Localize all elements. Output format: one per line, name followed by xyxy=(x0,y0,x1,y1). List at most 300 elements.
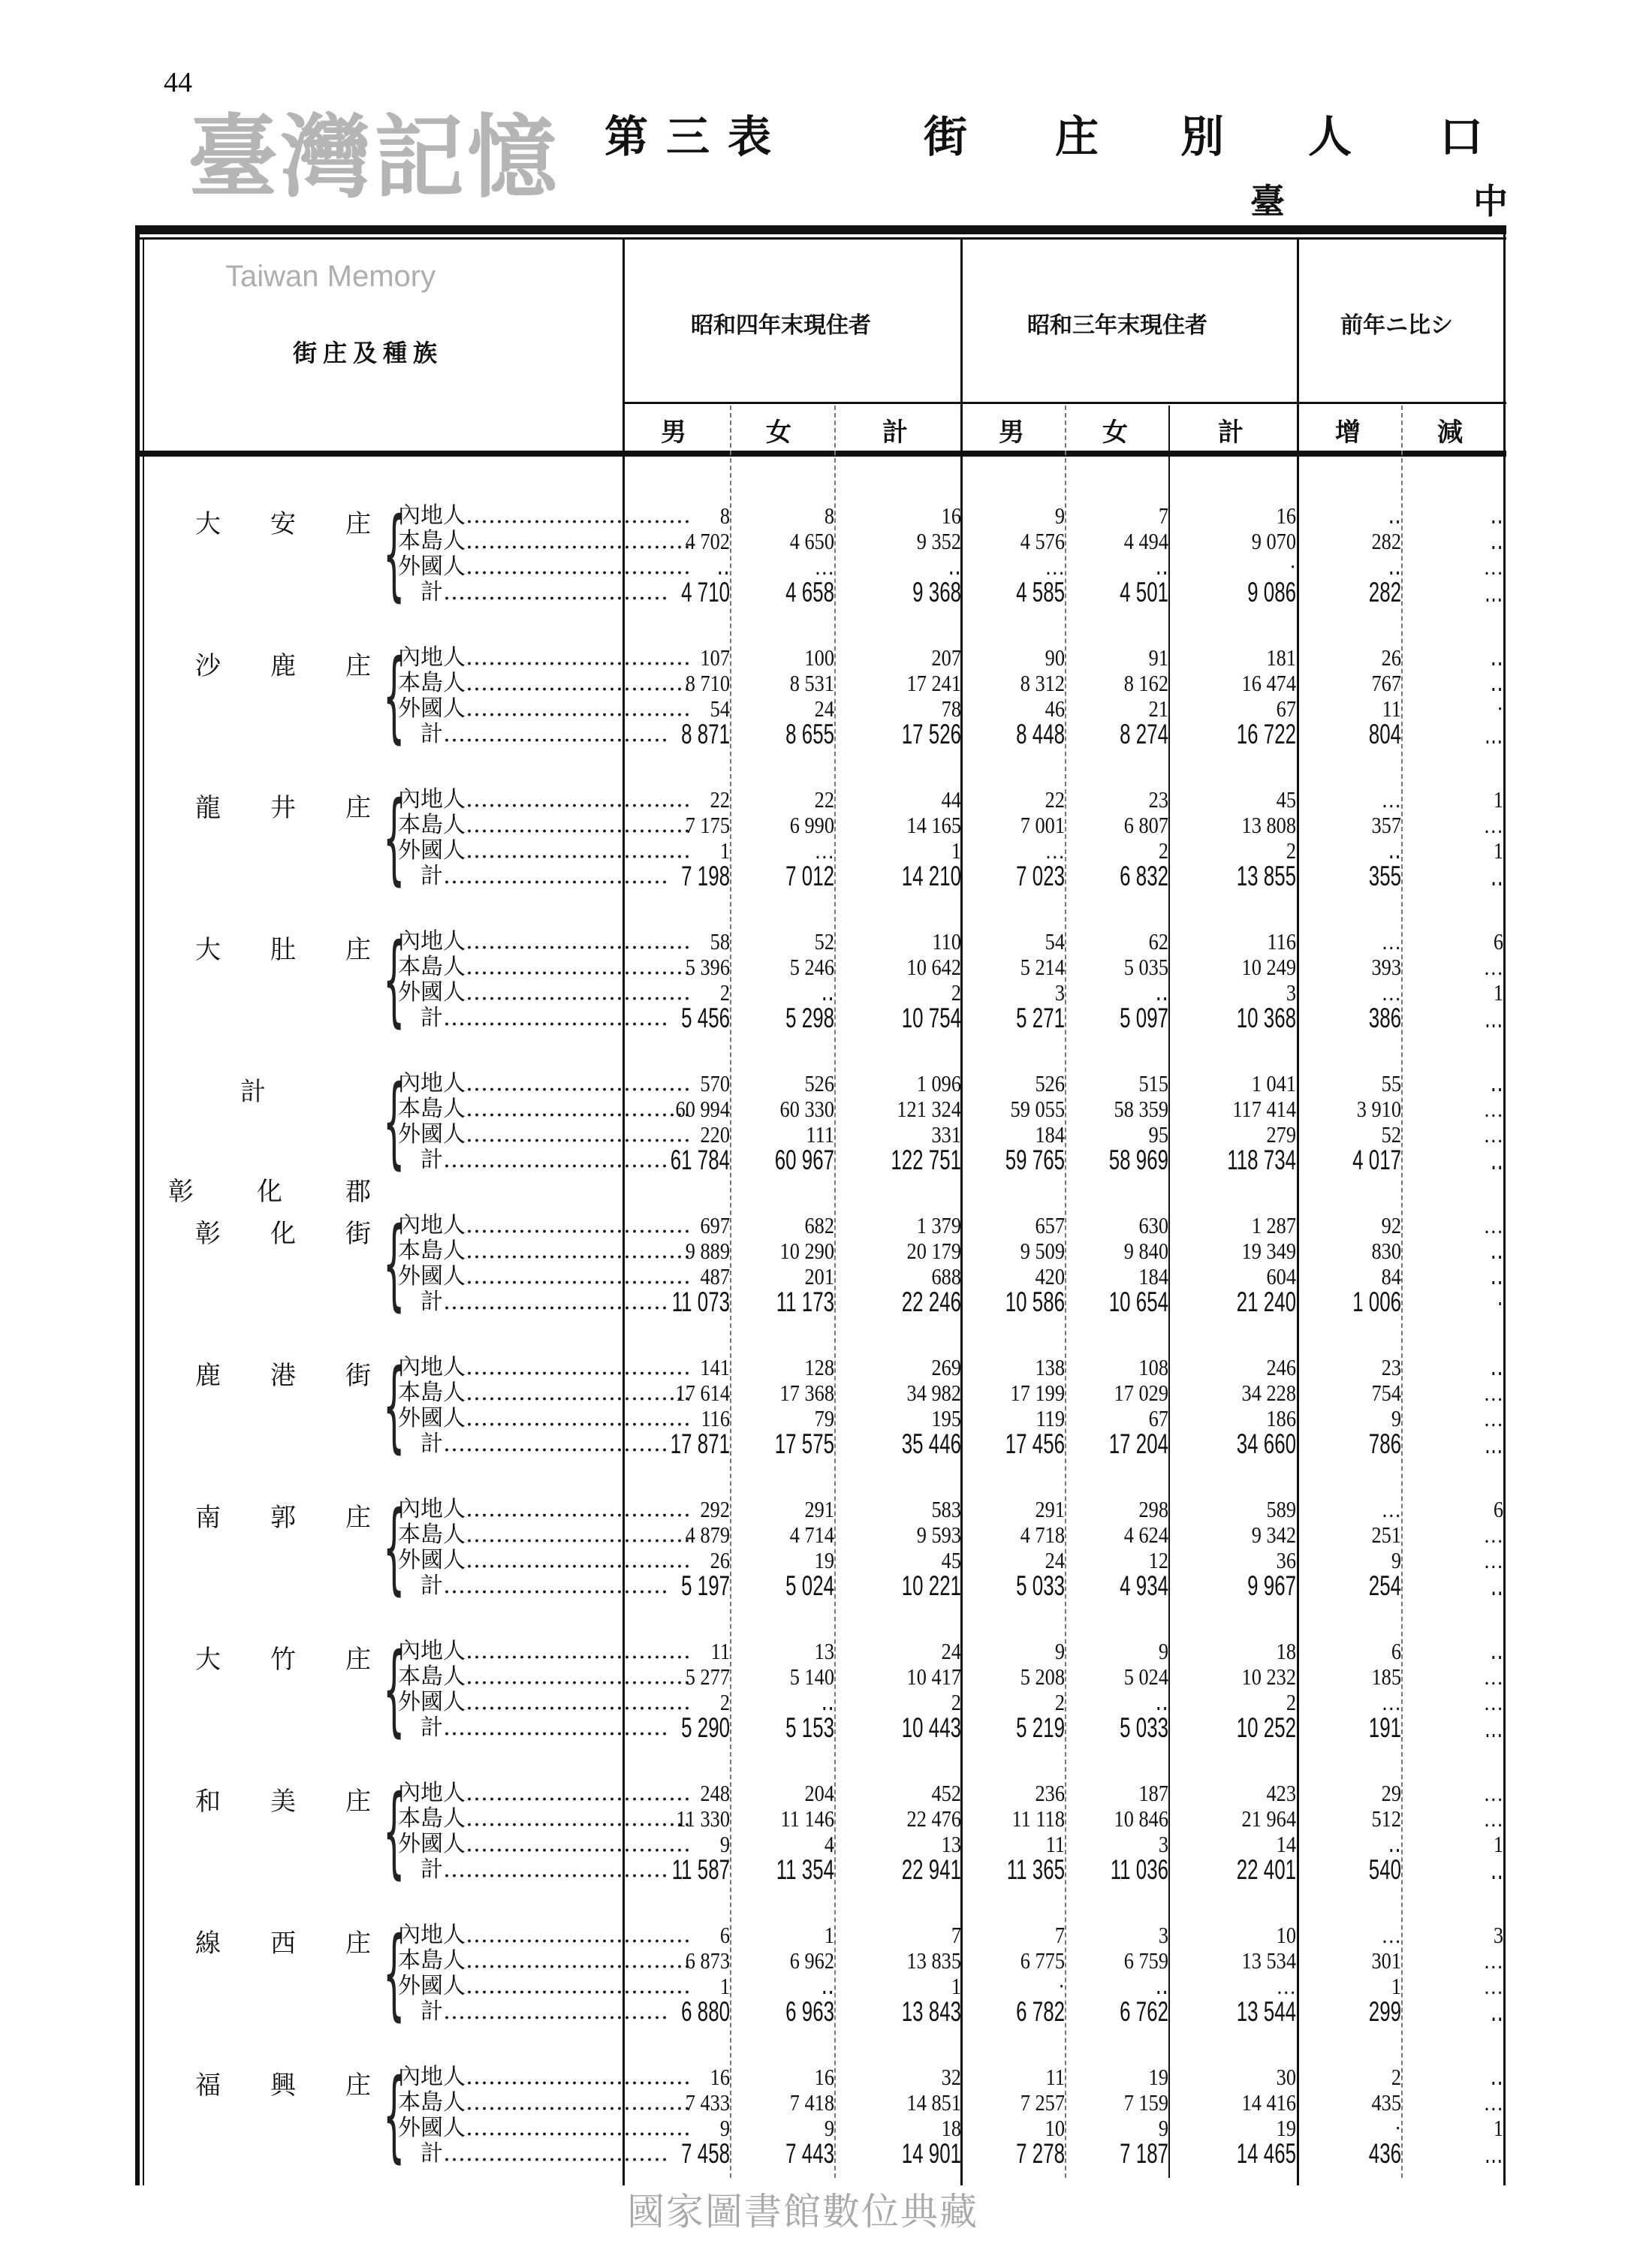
cell-value: 3 xyxy=(1493,1922,1503,1948)
cell-value: 13 xyxy=(814,1638,834,1664)
cell-value: 6 xyxy=(1391,1638,1401,1664)
cell-value: 17 526 xyxy=(901,719,961,749)
row-label: 計………………………… xyxy=(398,1856,668,1883)
cell-value: 14 465 xyxy=(1236,2138,1296,2169)
cell-value: 11 073 xyxy=(671,1286,730,1317)
row-label: 本島人………………………… xyxy=(398,954,691,980)
cell-value: 386 xyxy=(1368,1003,1401,1033)
cell-value: 6 990 xyxy=(789,812,834,838)
cell-value: 1 xyxy=(1493,786,1503,813)
cell-value: … xyxy=(1483,1121,1503,1148)
cell-value: 6 xyxy=(719,1922,730,1948)
cell-value: 4 702 xyxy=(685,528,730,554)
row-label: 內地人………………………… xyxy=(398,786,691,813)
row-label: 外國人………………………… xyxy=(398,1547,691,1573)
table-row xyxy=(135,838,1503,864)
table-row xyxy=(135,2090,1503,2116)
row-label: 外國人………………………… xyxy=(398,837,691,864)
cell-value: … xyxy=(1381,1922,1401,1948)
cell-value: 16 474 xyxy=(1241,670,1296,696)
cell-value: ‥ xyxy=(1490,528,1503,554)
row-label: 計………………………… xyxy=(398,863,668,889)
cell-value: 18 xyxy=(1276,1638,1296,1664)
cell-value: 2 xyxy=(719,1689,730,1715)
cell-value: 5 140 xyxy=(789,1663,834,1690)
cell-value: … xyxy=(1483,1405,1503,1431)
row-label: 內地人………………………… xyxy=(398,1212,691,1238)
cell-value: 246 xyxy=(1266,1354,1296,1380)
cell-value: 21 xyxy=(1148,695,1168,722)
cell-value: 2 xyxy=(1158,837,1168,864)
cell-value: … xyxy=(1483,2089,1503,2116)
cell-value: ‥ xyxy=(1490,2064,1503,2090)
cell-value: ‥ xyxy=(1155,1689,1168,1715)
cell-value: 2 xyxy=(951,979,961,1006)
district-name: 和美庄 xyxy=(195,1787,421,1817)
cell-value: 3 xyxy=(1054,979,1065,1006)
cell-value: 32 xyxy=(941,2064,961,2090)
cell-value: 7 xyxy=(951,1922,961,1948)
cell-value: 292 xyxy=(700,1496,730,1522)
cell-value: ‥ xyxy=(1155,979,1168,1006)
cell-value: 767 xyxy=(1371,670,1401,696)
cell-value: 604 xyxy=(1266,1263,1296,1289)
cell-value: 14 416 xyxy=(1241,2089,1296,2116)
cell-value: 90 xyxy=(1045,644,1065,671)
cell-value: 67 xyxy=(1276,695,1296,722)
cell-value: 138 xyxy=(1035,1354,1065,1380)
cell-value: 4 501 xyxy=(1120,577,1168,608)
cell-value: 11 354 xyxy=(776,1854,834,1885)
cell-value: 6 880 xyxy=(681,1996,730,2027)
cell-value: 583 xyxy=(931,1496,961,1522)
cell-value: … xyxy=(1483,1973,1503,1999)
cell-value: 11 173 xyxy=(776,1286,834,1317)
cell-value: 3 910 xyxy=(1356,1096,1401,1122)
cell-value: 24 xyxy=(814,695,834,722)
row-label: 外國人………………………… xyxy=(398,695,691,722)
col-female: 女 xyxy=(1102,418,1128,448)
cell-value: 7 278 xyxy=(1016,2138,1065,2169)
cell-value: ‥ xyxy=(716,553,730,580)
cell-value: … xyxy=(1381,786,1401,813)
table-row xyxy=(135,1380,1503,1406)
cell-value: 5 197 xyxy=(681,1570,730,1601)
district-block xyxy=(135,1024,1503,1180)
cell-value: 9 509 xyxy=(1020,1238,1065,1264)
row-label: 計………………………… xyxy=(398,579,668,605)
cell-value: 22 476 xyxy=(906,1805,961,1832)
cell-value: 9 593 xyxy=(916,1522,961,1548)
cell-value: 186 xyxy=(1266,1405,1296,1431)
cell-value: 52 xyxy=(1381,1121,1401,1148)
cell-value: 4 624 xyxy=(1123,1522,1168,1548)
cell-value: 207 xyxy=(931,644,961,671)
cell-value: 54 xyxy=(710,695,730,722)
row-label: 外國人………………………… xyxy=(398,1405,691,1431)
table-row xyxy=(135,529,1503,554)
cell-value: ‥ xyxy=(1388,1831,1401,1857)
cell-value: … xyxy=(1483,1547,1503,1573)
col-decrease: 減 xyxy=(1437,418,1463,448)
cell-value: 1 041 xyxy=(1251,1070,1296,1096)
cell-value: 60 994 xyxy=(675,1096,730,1122)
district-name: 沙鹿庄 xyxy=(195,651,421,681)
cell-value: 5 033 xyxy=(1120,1712,1168,1743)
district-block xyxy=(135,599,1503,754)
cell-value: 12 xyxy=(1148,1547,1168,1573)
cell-value: 8 162 xyxy=(1123,670,1168,696)
cell-value: 7 443 xyxy=(785,2138,834,2169)
cell-value: 1 xyxy=(824,1922,834,1948)
district-name: 線西庄 xyxy=(195,1929,421,1959)
cell-value: 13 xyxy=(941,1831,961,1857)
district-block xyxy=(135,1308,1503,1464)
cell-value: 357 xyxy=(1371,812,1401,838)
cell-value: 1 379 xyxy=(916,1212,961,1238)
cell-value: 1 xyxy=(951,837,961,864)
table-row xyxy=(135,980,1503,1006)
cell-value: … xyxy=(1483,1689,1503,1715)
cell-value: 5 290 xyxy=(681,1712,730,1743)
cell-value: 2 xyxy=(1054,1689,1065,1715)
cell-value: 9 368 xyxy=(912,577,961,608)
district-block xyxy=(135,1592,1503,1748)
row-label: 計………………………… xyxy=(398,1573,668,1599)
row-label: 內地人………………………… xyxy=(398,2064,691,2090)
row-label: 外國人………………………… xyxy=(398,1121,691,1148)
cell-value: 11 xyxy=(1045,1831,1065,1857)
table-row xyxy=(135,787,1503,813)
cell-value: 1 xyxy=(1493,837,1503,864)
district-block xyxy=(135,457,1503,612)
cell-value: 19 xyxy=(1276,2115,1296,2141)
cell-value: 10 221 xyxy=(901,1570,961,1601)
cell-value: 54 xyxy=(1045,928,1065,955)
table-body xyxy=(135,457,1503,2173)
table-row xyxy=(135,1522,1503,1548)
cell-value: 118 734 xyxy=(1227,1145,1296,1175)
brace-icon: { xyxy=(383,1064,405,1180)
cell-value: · xyxy=(1394,2115,1401,2141)
table-row xyxy=(135,1122,1503,1148)
cell-value: 4 650 xyxy=(789,528,834,554)
row-label: 外國人………………………… xyxy=(398,2115,691,2141)
cell-value: 10 443 xyxy=(901,1712,961,1743)
cell-value: 21 240 xyxy=(1236,1286,1296,1317)
cell-value: 17 029 xyxy=(1114,1380,1168,1406)
cell-value: 786 xyxy=(1368,1428,1401,1459)
table-row xyxy=(135,1096,1503,1122)
cell-value: 4 718 xyxy=(1020,1522,1065,1548)
table-row xyxy=(135,1548,1503,1573)
cell-value: 22 941 xyxy=(901,1854,961,1885)
cell-value: 13 843 xyxy=(901,1996,961,2027)
cell-value: 24 xyxy=(941,1638,961,1664)
cell-value: 7 001 xyxy=(1020,812,1065,838)
table-row xyxy=(135,1948,1503,1974)
cell-value: 187 xyxy=(1138,1780,1168,1806)
cell-value: 9 xyxy=(1158,1638,1168,1664)
row-label: 外國人………………………… xyxy=(398,979,691,1006)
cell-value: … xyxy=(1483,1096,1503,1122)
cell-value: 6 762 xyxy=(1120,1996,1168,2027)
cell-value: ‥ xyxy=(1490,1145,1503,1175)
cell-value: 21 964 xyxy=(1241,1805,1296,1832)
cell-value: 540 xyxy=(1368,1854,1401,1885)
cell-value: 13 544 xyxy=(1236,1996,1296,2027)
cell-value: 46 xyxy=(1045,695,1065,722)
table-row xyxy=(135,2116,1503,2141)
table-row xyxy=(135,1974,1503,1999)
col-total: 計 xyxy=(882,418,908,448)
cell-value: 95 xyxy=(1148,1121,1168,1148)
cell-value: 9 342 xyxy=(1251,1522,1296,1548)
table-row xyxy=(135,1238,1503,1264)
row-label: 本島人………………………… xyxy=(398,670,691,696)
cell-value: 55 xyxy=(1381,1070,1401,1096)
district-name: 大竹庄 xyxy=(195,1645,421,1675)
row-label: 外國人………………………… xyxy=(398,1831,691,1857)
cell-value: 20 179 xyxy=(906,1238,961,1264)
row-label: 內地人………………………… xyxy=(398,502,691,529)
cell-value: · xyxy=(1497,695,1503,722)
col-increase: 增 xyxy=(1335,418,1361,448)
cell-value: 14 210 xyxy=(901,861,961,891)
cell-value: 119 xyxy=(1036,1405,1065,1431)
title-char: 口 xyxy=(1439,111,1484,162)
cell-value: 570 xyxy=(700,1070,730,1096)
cell-value: 10 xyxy=(1276,1922,1296,1948)
cell-value: · xyxy=(1289,553,1296,580)
table-row xyxy=(135,503,1503,529)
table-row xyxy=(135,1497,1503,1522)
cell-value: … xyxy=(1483,1522,1503,1548)
cell-value: 18 xyxy=(941,2115,961,2141)
cell-value: 515 xyxy=(1138,1070,1168,1096)
cell-value: 393 xyxy=(1371,954,1401,980)
cell-value: 13 808 xyxy=(1241,812,1296,838)
district-name: 鹿港街 xyxy=(195,1361,421,1391)
cell-value: 512 xyxy=(1371,1805,1401,1832)
cell-value: ‥ xyxy=(948,553,961,580)
cell-value: 35 446 xyxy=(901,1428,961,1459)
cell-value: 91 xyxy=(1148,644,1168,671)
cell-value: 5 024 xyxy=(1123,1663,1168,1690)
cell-value: 6 xyxy=(1493,1496,1503,1522)
cell-value: 116 xyxy=(701,1405,730,1431)
cell-value: 6 782 xyxy=(1016,1996,1065,2027)
brace-icon: { xyxy=(383,1206,405,1322)
cell-value: 9 xyxy=(1054,502,1065,529)
row-label: 內地人………………………… xyxy=(398,928,691,955)
cell-value: 8 xyxy=(824,502,834,529)
cell-value: 13 534 xyxy=(1241,1947,1296,1974)
cell-value: 5 456 xyxy=(681,1003,730,1033)
cell-value: 10 586 xyxy=(1005,1286,1065,1317)
cell-value: 8 312 xyxy=(1020,670,1065,696)
cell-value: 19 xyxy=(1148,2064,1168,2090)
group-header-1929: 昭和四年末現住者 xyxy=(691,312,871,339)
row-label: 計………………………… xyxy=(398,1431,668,1457)
cell-value: 5 033 xyxy=(1016,1570,1065,1601)
cell-value: 16 xyxy=(941,502,961,529)
cell-value: 4 879 xyxy=(685,1522,730,1548)
row-label: 本島人………………………… xyxy=(398,1805,691,1832)
cell-value: … xyxy=(1484,1003,1503,1033)
cell-value: 10 368 xyxy=(1236,1003,1296,1033)
cell-value: 17 204 xyxy=(1108,1428,1168,1459)
cell-value: 5 219 xyxy=(1016,1712,1065,1743)
cell-value: 1 287 xyxy=(1251,1212,1296,1238)
cell-value: … xyxy=(1381,928,1401,955)
cell-value: 9 xyxy=(1391,1405,1401,1431)
cell-value: ‥ xyxy=(821,979,834,1006)
row-label: 本島人………………………… xyxy=(398,1522,691,1548)
cell-value: 204 xyxy=(804,1780,834,1806)
cell-value: 2 xyxy=(719,979,730,1006)
cell-value: 331 xyxy=(931,1121,961,1148)
cell-value: ‥ xyxy=(1388,502,1401,529)
table-row xyxy=(135,1071,1503,1096)
cell-value: 11 036 xyxy=(1110,1854,1168,1885)
district-block xyxy=(135,882,1503,1038)
cell-value: 9 889 xyxy=(685,1238,730,1264)
cell-value: 10 417 xyxy=(906,1663,961,1690)
cell-value: 9 967 xyxy=(1247,1570,1296,1601)
cell-value: 9 840 xyxy=(1123,1238,1168,1264)
region-char: 臺 xyxy=(1250,181,1285,222)
cell-value: 44 xyxy=(941,786,961,813)
cell-value: ‥ xyxy=(1155,553,1168,580)
cell-value: 22 xyxy=(814,786,834,813)
cell-value: 7 159 xyxy=(1123,2089,1168,2116)
region-char: 中 xyxy=(1473,181,1508,222)
title-char: 別 xyxy=(1180,111,1225,162)
cell-value: 6 807 xyxy=(1123,812,1168,838)
cell-value: 7 023 xyxy=(1016,861,1065,891)
cell-value: 4 xyxy=(824,1831,834,1857)
cell-value: 5 208 xyxy=(1020,1663,1065,1690)
cell-value: 141 xyxy=(700,1354,730,1380)
cell-value: 11 xyxy=(710,1638,730,1664)
cell-value: 19 349 xyxy=(1241,1238,1296,1264)
cell-value: 3 xyxy=(1158,1831,1168,1857)
cell-value: 128 xyxy=(804,1354,834,1380)
row-label: 本島人………………………… xyxy=(398,1380,691,1406)
cell-value: 7 175 xyxy=(685,812,730,838)
cell-value: 804 xyxy=(1368,719,1401,749)
cell-value: 526 xyxy=(804,1070,834,1096)
cell-value: 7 xyxy=(1054,1922,1065,1948)
cell-value: 6 873 xyxy=(685,1947,730,1974)
cell-value: 5 214 xyxy=(1020,954,1065,980)
district-name: 福興庄 xyxy=(195,2071,421,2101)
cell-value: 59 765 xyxy=(1005,1145,1065,1175)
cell-value: 24 xyxy=(1045,1547,1065,1573)
cell-value: 11 330 xyxy=(676,1805,730,1832)
table-row xyxy=(135,2138,1503,2169)
row-label: 本島人………………………… xyxy=(398,1096,691,1122)
cell-value: ‥ xyxy=(1490,1070,1503,1096)
brace-icon: { xyxy=(383,1490,405,1606)
row-label: 外國人………………………… xyxy=(398,1689,691,1715)
watermark: 臺灣記憶 xyxy=(188,104,560,210)
cell-value: 254 xyxy=(1368,1570,1401,1601)
cell-value: 355 xyxy=(1368,861,1401,891)
cell-value: 14 901 xyxy=(901,2138,961,2169)
district-name: 大肚庄 xyxy=(195,935,421,965)
cell-value: 526 xyxy=(1035,1070,1065,1096)
brace-icon: { xyxy=(383,496,405,612)
brace-icon: { xyxy=(383,2058,405,2173)
table-row xyxy=(135,1639,1503,1664)
cell-value: 11 365 xyxy=(1006,1854,1065,1885)
cell-value: 1 xyxy=(1493,2115,1503,2141)
row-label: 外國人………………………… xyxy=(398,553,691,580)
cell-value: … xyxy=(814,837,834,864)
page-number: 44 xyxy=(164,67,192,98)
table-row xyxy=(135,645,1503,671)
cell-value: 6 759 xyxy=(1123,1947,1168,1974)
cell-value: 26 xyxy=(1381,644,1401,671)
cell-value: 8 274 xyxy=(1120,719,1168,749)
district-block xyxy=(135,2018,1503,2173)
cell-value: ‥ xyxy=(1490,1238,1503,1264)
district-name: 彰化街 xyxy=(195,1219,421,1249)
cell-value: 7 198 xyxy=(681,861,730,891)
cell-value: 22 xyxy=(1045,786,1065,813)
cell-value: ‥ xyxy=(1490,1854,1503,1885)
cell-value: 60 330 xyxy=(779,1096,834,1122)
cell-value: 17 456 xyxy=(1005,1428,1065,1459)
cell-value: 16 722 xyxy=(1236,719,1296,749)
cell-value: 8 655 xyxy=(785,719,834,749)
cell-value: 6 775 xyxy=(1020,1947,1065,1974)
cell-value: 67 xyxy=(1148,1405,1168,1431)
cell-value: 3 xyxy=(1158,1922,1168,1948)
cell-value: 3 xyxy=(1286,979,1296,1006)
cell-value: 1 xyxy=(951,1973,961,1999)
row-label: 計………………………… xyxy=(398,1715,668,1741)
cell-value: 14 xyxy=(1276,1831,1296,1857)
cell-value: ‥ xyxy=(1490,1638,1503,1664)
cell-value: 9 xyxy=(1054,1638,1065,1664)
cell-value: 184 xyxy=(1138,1263,1168,1289)
cell-value: 236 xyxy=(1035,1780,1065,1806)
cell-value: 9 xyxy=(1391,1547,1401,1573)
cell-value: 185 xyxy=(1371,1663,1401,1690)
row-label: 本島人………………………… xyxy=(398,528,691,554)
cell-value: 16 xyxy=(1276,502,1296,529)
cell-value: 657 xyxy=(1035,1212,1065,1238)
cell-value: ‥ xyxy=(821,1689,834,1715)
table-number: 第三表 xyxy=(604,111,790,162)
cell-value: ‥ xyxy=(1490,1570,1503,1601)
cell-value: ‥ xyxy=(1490,644,1503,671)
cell-value: ‥ xyxy=(821,1973,834,1999)
cell-value: 589 xyxy=(1266,1496,1296,1522)
table-row xyxy=(135,955,1503,980)
cell-value: 251 xyxy=(1371,1522,1401,1548)
cell-value: 6 832 xyxy=(1120,861,1168,891)
cell-value: 45 xyxy=(941,1547,961,1573)
cell-value: 5 277 xyxy=(685,1663,730,1690)
cell-value: 436 xyxy=(1368,2138,1401,2169)
col-male: 男 xyxy=(999,418,1024,448)
cell-value: 291 xyxy=(804,1496,834,1522)
table-row xyxy=(135,813,1503,838)
